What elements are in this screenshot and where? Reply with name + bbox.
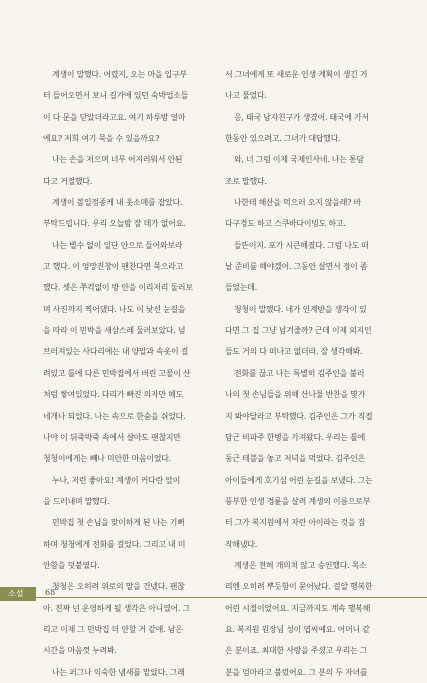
text-line: 민박집 첫 손님을 맞이하게 된 나는 기뻐 [52,518,185,528]
text-line: 날 준비를 해야겠어. 그동안 살면서 정이 좀 [225,262,368,272]
text-line: 고 했다. 이 엉망진창이 팬찬다면 묵으라고 [43,262,184,272]
text-line: 리엔 오히려 뿌듯함이 묻어났다. 걸알 행복한 [225,582,373,592]
text-line: 리고 이제 그 민박집 더 안할 거 같애. 남은 [43,624,183,634]
text-line: 아. 진짜 넌 운영하게 될 생각은 아니였어. 그 [43,603,190,613]
text-line: 시간을 마음껏 누려봐. [43,646,117,656]
text-line: 서 그녀에게 또 새로운 인생 계획이 생긴 거 [225,70,368,79]
text-line: 청청은 오히려 위로의 말을 건넸다. 팬찮 [52,582,185,592]
text-line: 어린 시절이었어요. 지금까지도 계속 행복해 [225,603,371,613]
text-line: 계생은 전혀 개의치 않고 승인했다. 목소 [234,560,367,570]
text-line: 했다. 셋은 쭈걱없이 방 안을 이리저리 둘러보 [43,283,193,293]
text-line: 분을 엄마라고 불렀어요. 그 분의 두 자녀를 [225,667,368,677]
text-line: 다구경도 하고 스쿠바다이빙도 하고. [225,219,346,229]
text-line: 청청이에게는 빼나 미안한 마음이었다. [43,454,171,464]
text-line: 아이들에게 호기심 어린 눈길을 보냈다. 그는 [225,475,373,485]
text-line: 나는 손을 저으며 너무 어지러워서 안된 [52,155,183,165]
text-line: 와, 너 그럼 이제 국제인사네. 나는 통담 [234,155,364,165]
section-label: 소설 [8,589,24,598]
text-line: 나의 첫 손님들을 위해 산나물 반찬을 몇가 [225,390,366,400]
text-line: 네개나 되었다. 나는 속으로 한숨을 쉬었다. [43,411,186,421]
text-line: 나한테 해산을 먹으러 오지 않을래? 바 [234,198,361,208]
text-line: 하며 청청에게 전화를 걸었다. 그리고 내 미 [43,539,186,549]
footer-rule [36,597,427,598]
text-line: 터 들어오면서 보니 길가에 있던 숙박업소들 [43,91,189,101]
text-line: 누나, 저런 좋아요! 계생이 커다란 앞이 [52,475,181,485]
text-line: 이 다 문을 닫았더라고요. 여기 하루밤 얼마 [43,112,186,122]
text-line: 나는 퍼그나 익숙한 냄새를 맡았다. 그래 [52,667,185,677]
text-line: 다고 거절했다. [43,176,93,186]
text-line: 브러져있는 사다리에는 내 양말과 속옷이 걸 [43,347,189,357]
text-line: 은 분이죠. 최대한 사랑을 주셨고 우리는 그 [225,646,368,656]
text-line: 나야 이 뒤죽박죽 속에서 살아도 팬찮지만 [43,432,181,442]
text-line: 풍부한 인생 경륜을 살려 계생의 이름으로부 [225,496,371,506]
text-line: 들뜬이지. 포가 시큰해졌다. 그럼 나도 떠 [234,240,369,250]
text-line: 부탁드립니다. 우리 오늘밤 잘 데가 없어요. [43,219,186,229]
text-line: 려있고 틀에 다른 민박집에서 버린 고물이 산 [43,368,191,378]
text-line: 전화를 끊고 나는 특별히 김주인을 불러 [234,368,365,378]
text-line: 다면 그 집 그냥 넘겨줄까? 근데 이제 외지인 [225,326,372,336]
text-line: 들었는데. [225,283,257,293]
text-line: 계생이 볼일정종케 내 옷소매를 잡았다. [52,198,183,208]
page-number: 68 [45,588,56,597]
section-tab [0,587,36,601]
text-line: 작해냈다. [225,539,257,549]
text-line: 지 봐야달라고 부탁했다. 김주인은 그가 직접 [225,411,373,421]
text-line: 을 드러내며 말했다. [43,496,110,506]
text-line: 며 사진까지 찍어댔다. 나도 이 낯선 눈길을 [43,304,186,314]
text-line: 요. 복지원 원장님 성이 엽씨예요. 어머니 같 [225,624,370,634]
text-line: 을 따라 이 민박을 새삼스레 둘러보았다. 넘 [43,326,186,336]
page-footer [0,587,427,601]
text-line: 나는 별수 없이 일단 안으로 들어와보라 [52,240,183,250]
text-line: 나고 물었다. [225,91,267,101]
text-line: 계생이 말했다. 어렸지, 오는 마을 입구부 [52,70,187,79]
text-line: 처럼 쌓여있었다. 다리가 빠진 의자만 해도 [43,390,184,400]
text-line: 청청이 말했다. 네가 인계받을 생각이 있 [234,304,367,314]
text-line: 둥근 테블을 놓고 저녁을 먹었다. 김주인은 [225,454,366,464]
text-line: 에요? 저희 여기 묵을 수 있을까요? [43,134,160,144]
text-line: 응, 태국 남자친구가 생겼어. 태국에 가서 [234,112,369,122]
text-line: 안함을 덧붙였다. [43,560,100,570]
text-line: 조로 말했다. [225,176,267,186]
text-line: 담근 비파주 한병을 가져왔다. 우리는 틀에 [225,432,366,442]
text-line: 한동안 있으려고. 그녀가 대답했다. [225,134,341,144]
text-line: 터 그가 복지원에서 자란 아이라는 것을 짐 [225,518,366,528]
text-line: 들도 거의 다 떠나고 없더라. 잘 생각해봐. [225,347,363,357]
